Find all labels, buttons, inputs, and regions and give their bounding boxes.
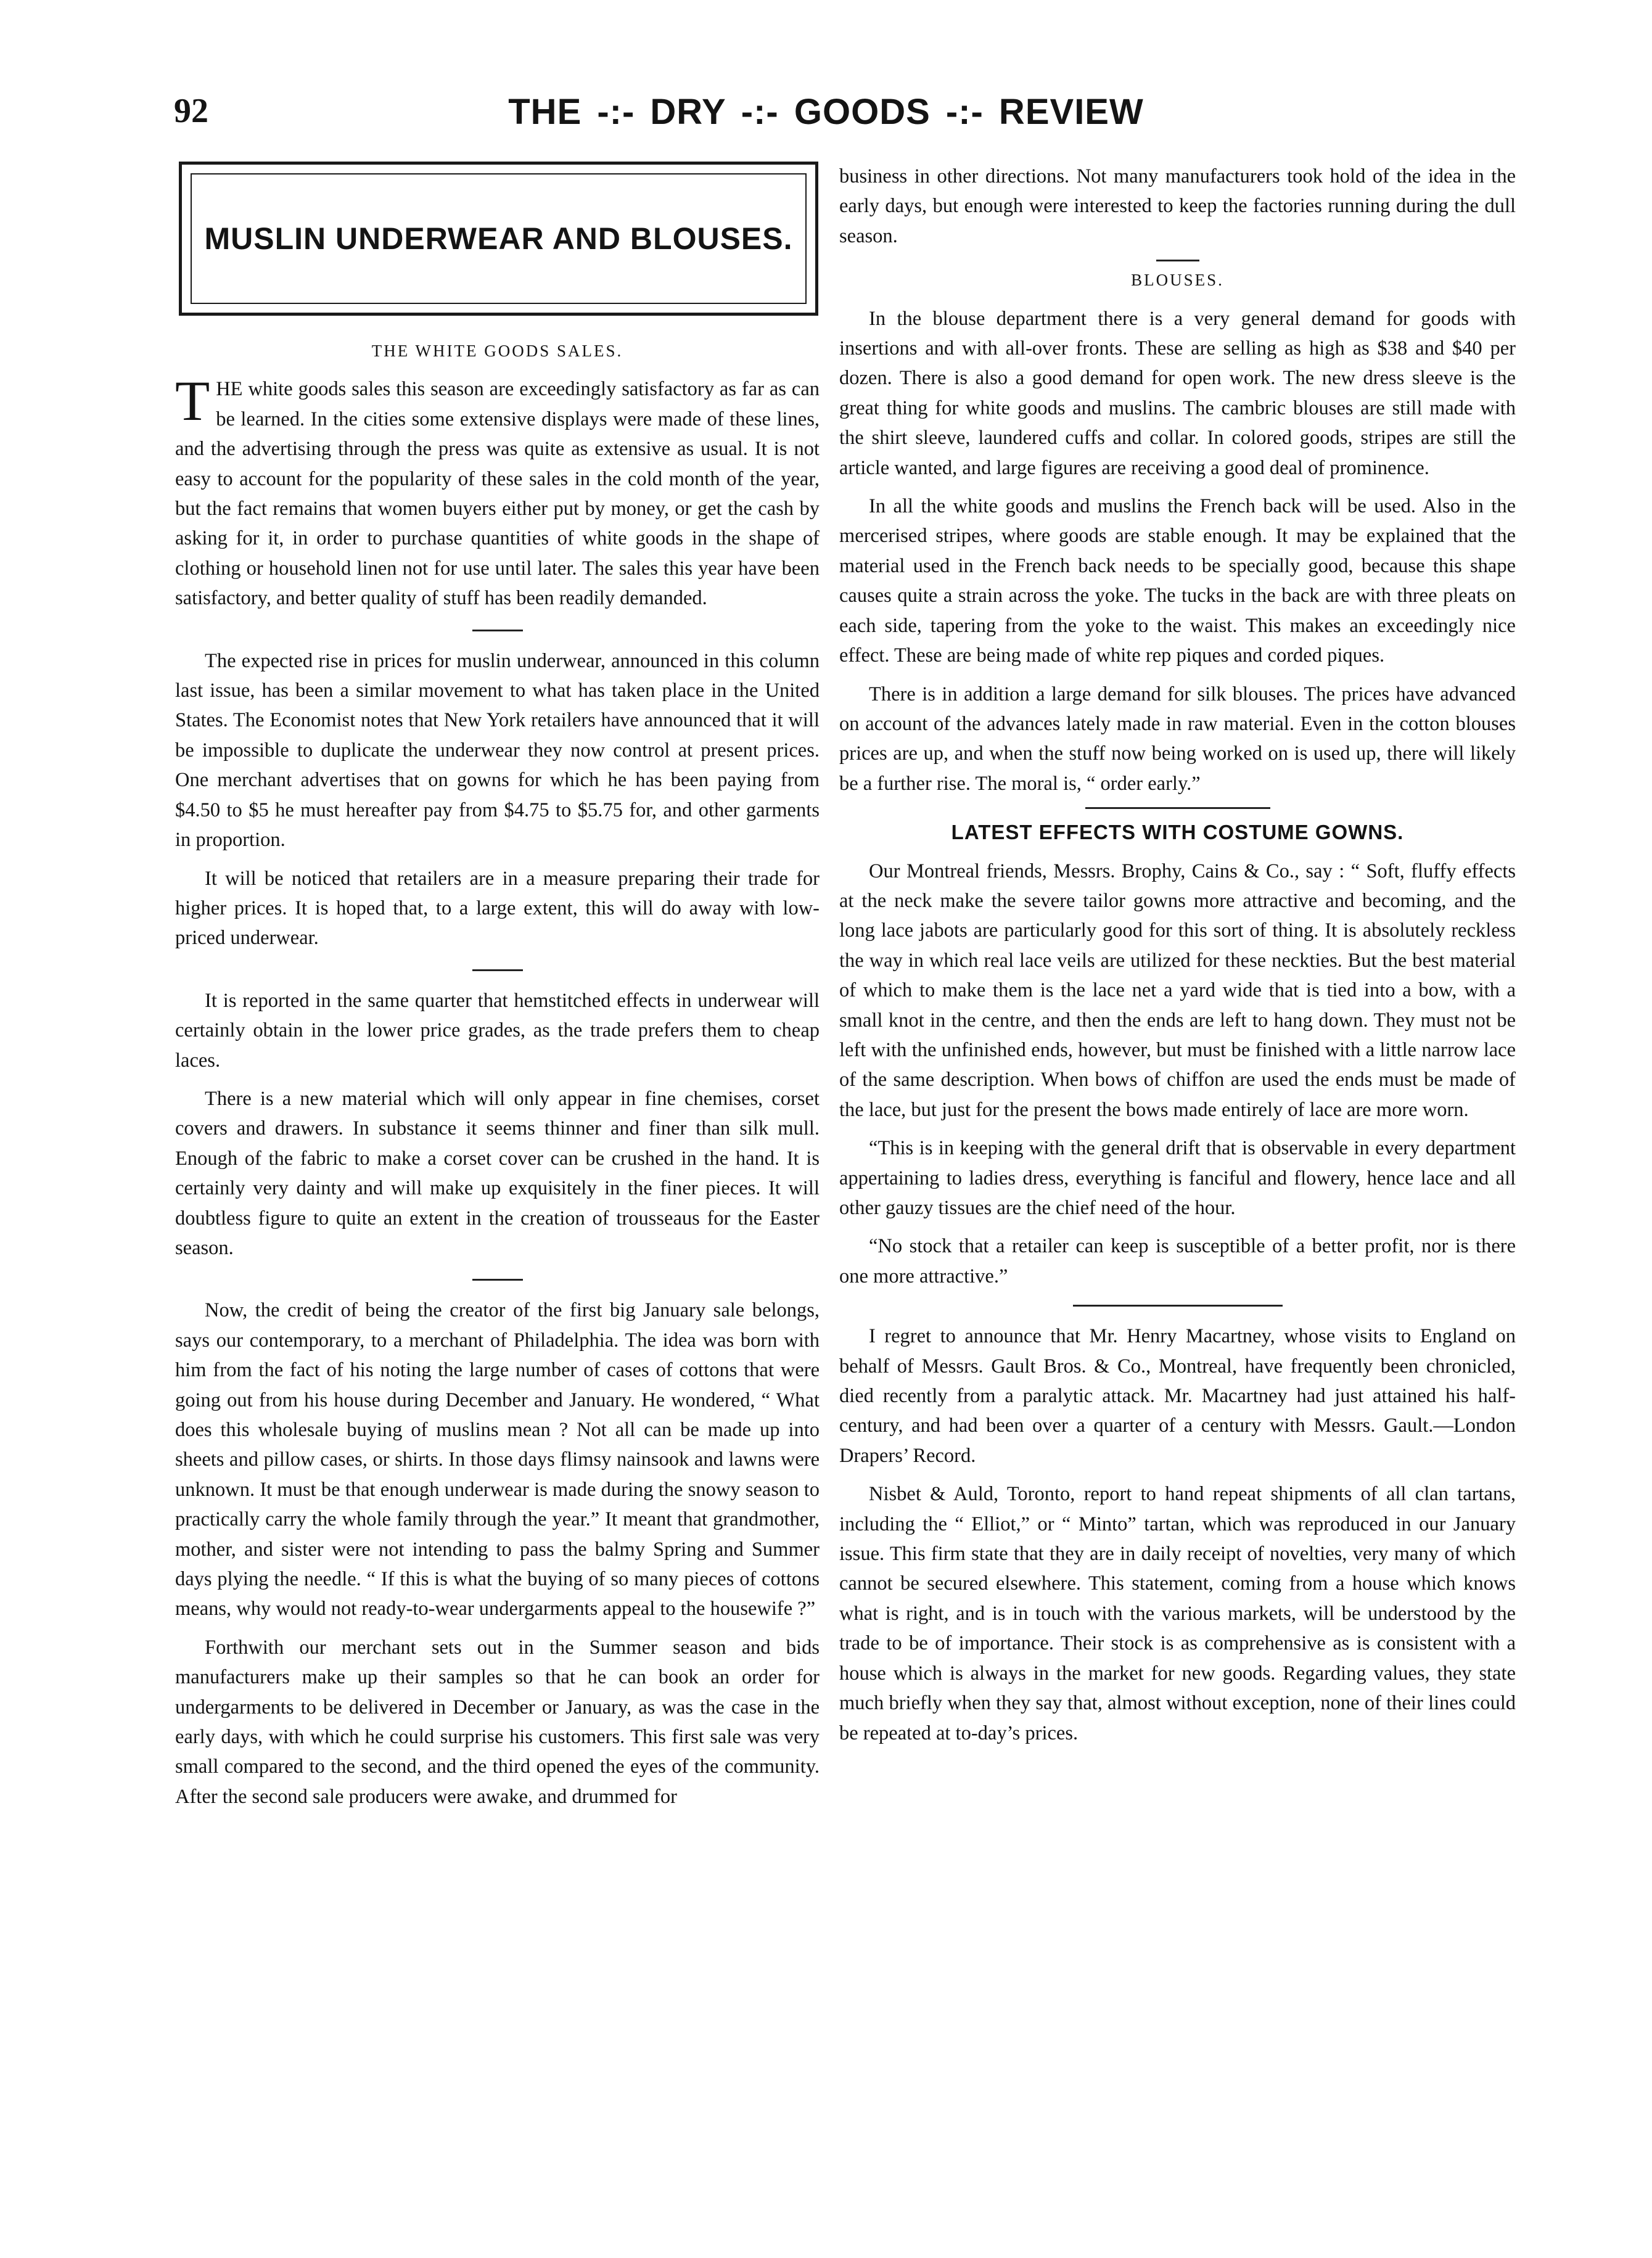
paragraph: I regret to announce that Mr. Henry Macartney, whose visits to England on behalf of Messrs. Gault Bros. & Co., Montreal, have frequently been chronicled, died recently from a paralytic attack. Mr. Macartney had just attained his half-century, and had been over a quarter of a century with Messrs. Gault.—London Drapers’ Record. (839, 1325, 1516, 1467)
paragraph: Forthwith our merchant sets out in the Summer season and bids manufacturers make up their samples so that he can book an order for undergarments to be delivered in December or January, as was the case in the early days, with which he could surprise his customers. This first sale was very small compared to the second, and the third opened the eyes of the community. After the second sale producers were awake, and drummed for (175, 1636, 820, 1808)
section-divider (1073, 1305, 1283, 1307)
paragraph: The expected rise in prices for muslin underwear, announced in this column last issue, has been a similar movement to what has taken place in the United States. The Economist notes that New York retailers have announced that it will be impossible to duplicate the underwear they now control at present prices. One merchant advertises that on gowns for which he has been paying from $4.50 to $5 he must hereafter pay from $4.75 to $5.75 for, and other garments in proportion. (175, 649, 820, 852)
paragraph: It will be noticed that retailers are in a measure preparing their trade for higher prices. It is hoped that, to a large extent, this will do away with low-priced underwear. (175, 867, 820, 950)
paragraph: “This is in keeping with the general drift that is observable in every department appertaining to ladies dress, everything is fanciful and flowery, hence lace and all other gauzy tissues are the chief need of the hour. (839, 1137, 1516, 1219)
section-subhead-white-goods: THE WHITE GOODS SALES. (371, 342, 623, 360)
section-heading-costume-gowns: LATEST EFFECTS WITH COSTUME GOWNS. (951, 821, 1404, 844)
article-title: MUSLIN UNDERWEAR AND BLOUSES. (204, 221, 793, 256)
section-divider (472, 630, 523, 631)
page-number: 92 (174, 92, 208, 130)
paragraph: “No stock that a retailer can keep is susceptible of a better profit, nor is there one more attractive.” (839, 1235, 1516, 1287)
paragraph-text: HE white goods sales this season are exceedingly satisfactory as far as can be learned. In the cities some extensive displays were made of these lines, and the advertising through the press was quite as extensive as usual. It is not easy to account for the popularity of these sales in the cold month of the year, but the fact remains that women buyers either put by money, or get the cash by asking for it, in order to purchase quantities of white goods in the shape of clothing or household linen not for use until later. The sales this year have been satisfactory, and better quality of stuff has been readily demanded. (175, 378, 820, 610)
paragraph: There is a new material which will only appear in fine chemises, corset covers and drawers. In substance it seems thinner and finer than silk mull. Enough of the fabric to make a corset cover can be crushed in the hand. It is certainly very dainty and will make up exquisitely in the finer pieces. It will doubtless figure to quite an extent in the creation of trousseaus for the Easter season. (175, 1087, 820, 1259)
section-divider (472, 969, 523, 971)
section-divider (1156, 260, 1199, 261)
section-subhead-blouses: BLOUSES. (1131, 271, 1224, 290)
paragraph: In all the white goods and muslins the French back will be used. Also in the mercerised stripes, where goods are stable enough. It may be explained that the material used in the French back needs to be specially good, because this shape causes quite a strain across the yoke. The tucks in the back are with three pleats on each side, tapering from the yoke to the waist. This makes an exceedingly nice effect. These are being made of white rep piques and corded piques. (839, 495, 1516, 667)
paragraph: Our Montreal friends, Messrs. Brophy, Cains & Co., say : “ Soft, fluffy effects at the neck make the severe tailor gowns more attractive and becoming, and the long lace jabots are particularly good for this sort of thing. It is absolutely reckless the way in which real lace veils are utilized for these neckties. But the best material of which to make them is the lace net a yard wide that is tied into a bow, with a small knot in the centre, and then the ends are left to hang down. They must not be left with the unfinished ends, however, but must be finished with a little narrow lace of the same description. When bows of chiffon are used the ends must be made of the lace, but just for the present the bows made entirely of lace are more worn. (839, 860, 1516, 1121)
section-divider (472, 1279, 523, 1281)
paragraph: business in other directions. Not many manufacturers took hold of the idea in the early days, but enough were interested to keep the factories running during the dull season. (839, 165, 1516, 247)
paragraph: Nisbet & Auld, Toronto, report to hand repeat shipments of all clan tartans, including the “ Elliot,” or “ Minto” tartan, which was reproduced in our January issue. This firm state that they are in daily receipt of novelties, very many of which cannot be secured elsewhere. This statement, coming from a house which knows what is right, and is in touch with the various markets, will be understood by the trade to be of importance. Their stock is as comprehensive as is consistent with a house which is always in the market for new goods. Regarding values, they state much briefly when they say that, almost without exception, none of their lines could be repeated at to-day’s prices. (839, 1483, 1516, 1744)
article-title-box (179, 162, 818, 316)
drop-cap: T (175, 369, 210, 433)
running-title: THE -:- DRY -:- GOODS -:- REVIEW (508, 92, 1144, 132)
paragraph: Now, the credit of being the creator of the first big January sale belongs, says our contemporary, to a merchant of Philadelphia. The idea was born with him from the fact of his noting the large number of cases of cottons that were going out from his house during December and January. He wondered, “ What does this wholesale buying of muslins mean ? Not all can be made up into sheets and pillow cases, or shirts. In those days flimsy nainsook and lawns were unknown. It must be that enough underwear is made during the snowy season to practically carry the whole family through the year.” It meant that grandmother, mother, and sister were not intending to pass the balmy Spring and Summer days plying the needle. “ If this is what the buying of so many pieces of cottons means, why would not ready-to-wear undergarments appeal to the housewife ?” (175, 1299, 820, 1620)
paragraph (175, 369, 820, 613)
right-column (839, 162, 1516, 1757)
section-divider (1085, 807, 1270, 809)
page-header (0, 91, 1652, 141)
paragraph: In the blouse department there is a very general demand for goods with insertions and with all-over fronts. These are selling as high as $38 and $40 per dozen. There is also a good demand for open work. The new dress sleeve is the great thing for white goods and muslins. The cambric blouses are still made with the shirt sleeve, laundered cuffs and collar. In colored goods, stripes are still the article wanted, and large figures are receiving a good deal of prominence. (839, 307, 1516, 479)
left-column (175, 336, 820, 1820)
paragraph: It is reported in the same quarter that hemstitched effects in underwear will certainly obtain in the lower price grades, as the trade prefers them to cheap laces. (175, 989, 820, 1072)
article-title-frame (191, 173, 807, 304)
paragraph: There is in addition a large demand for silk blouses. The prices have advanced on account of the advances lately made in raw material. Even in the cotton blouses prices are up, and when the stuff now being worked on is used up, there will likely be a further rise. The moral is, “ order early.” (839, 683, 1516, 795)
